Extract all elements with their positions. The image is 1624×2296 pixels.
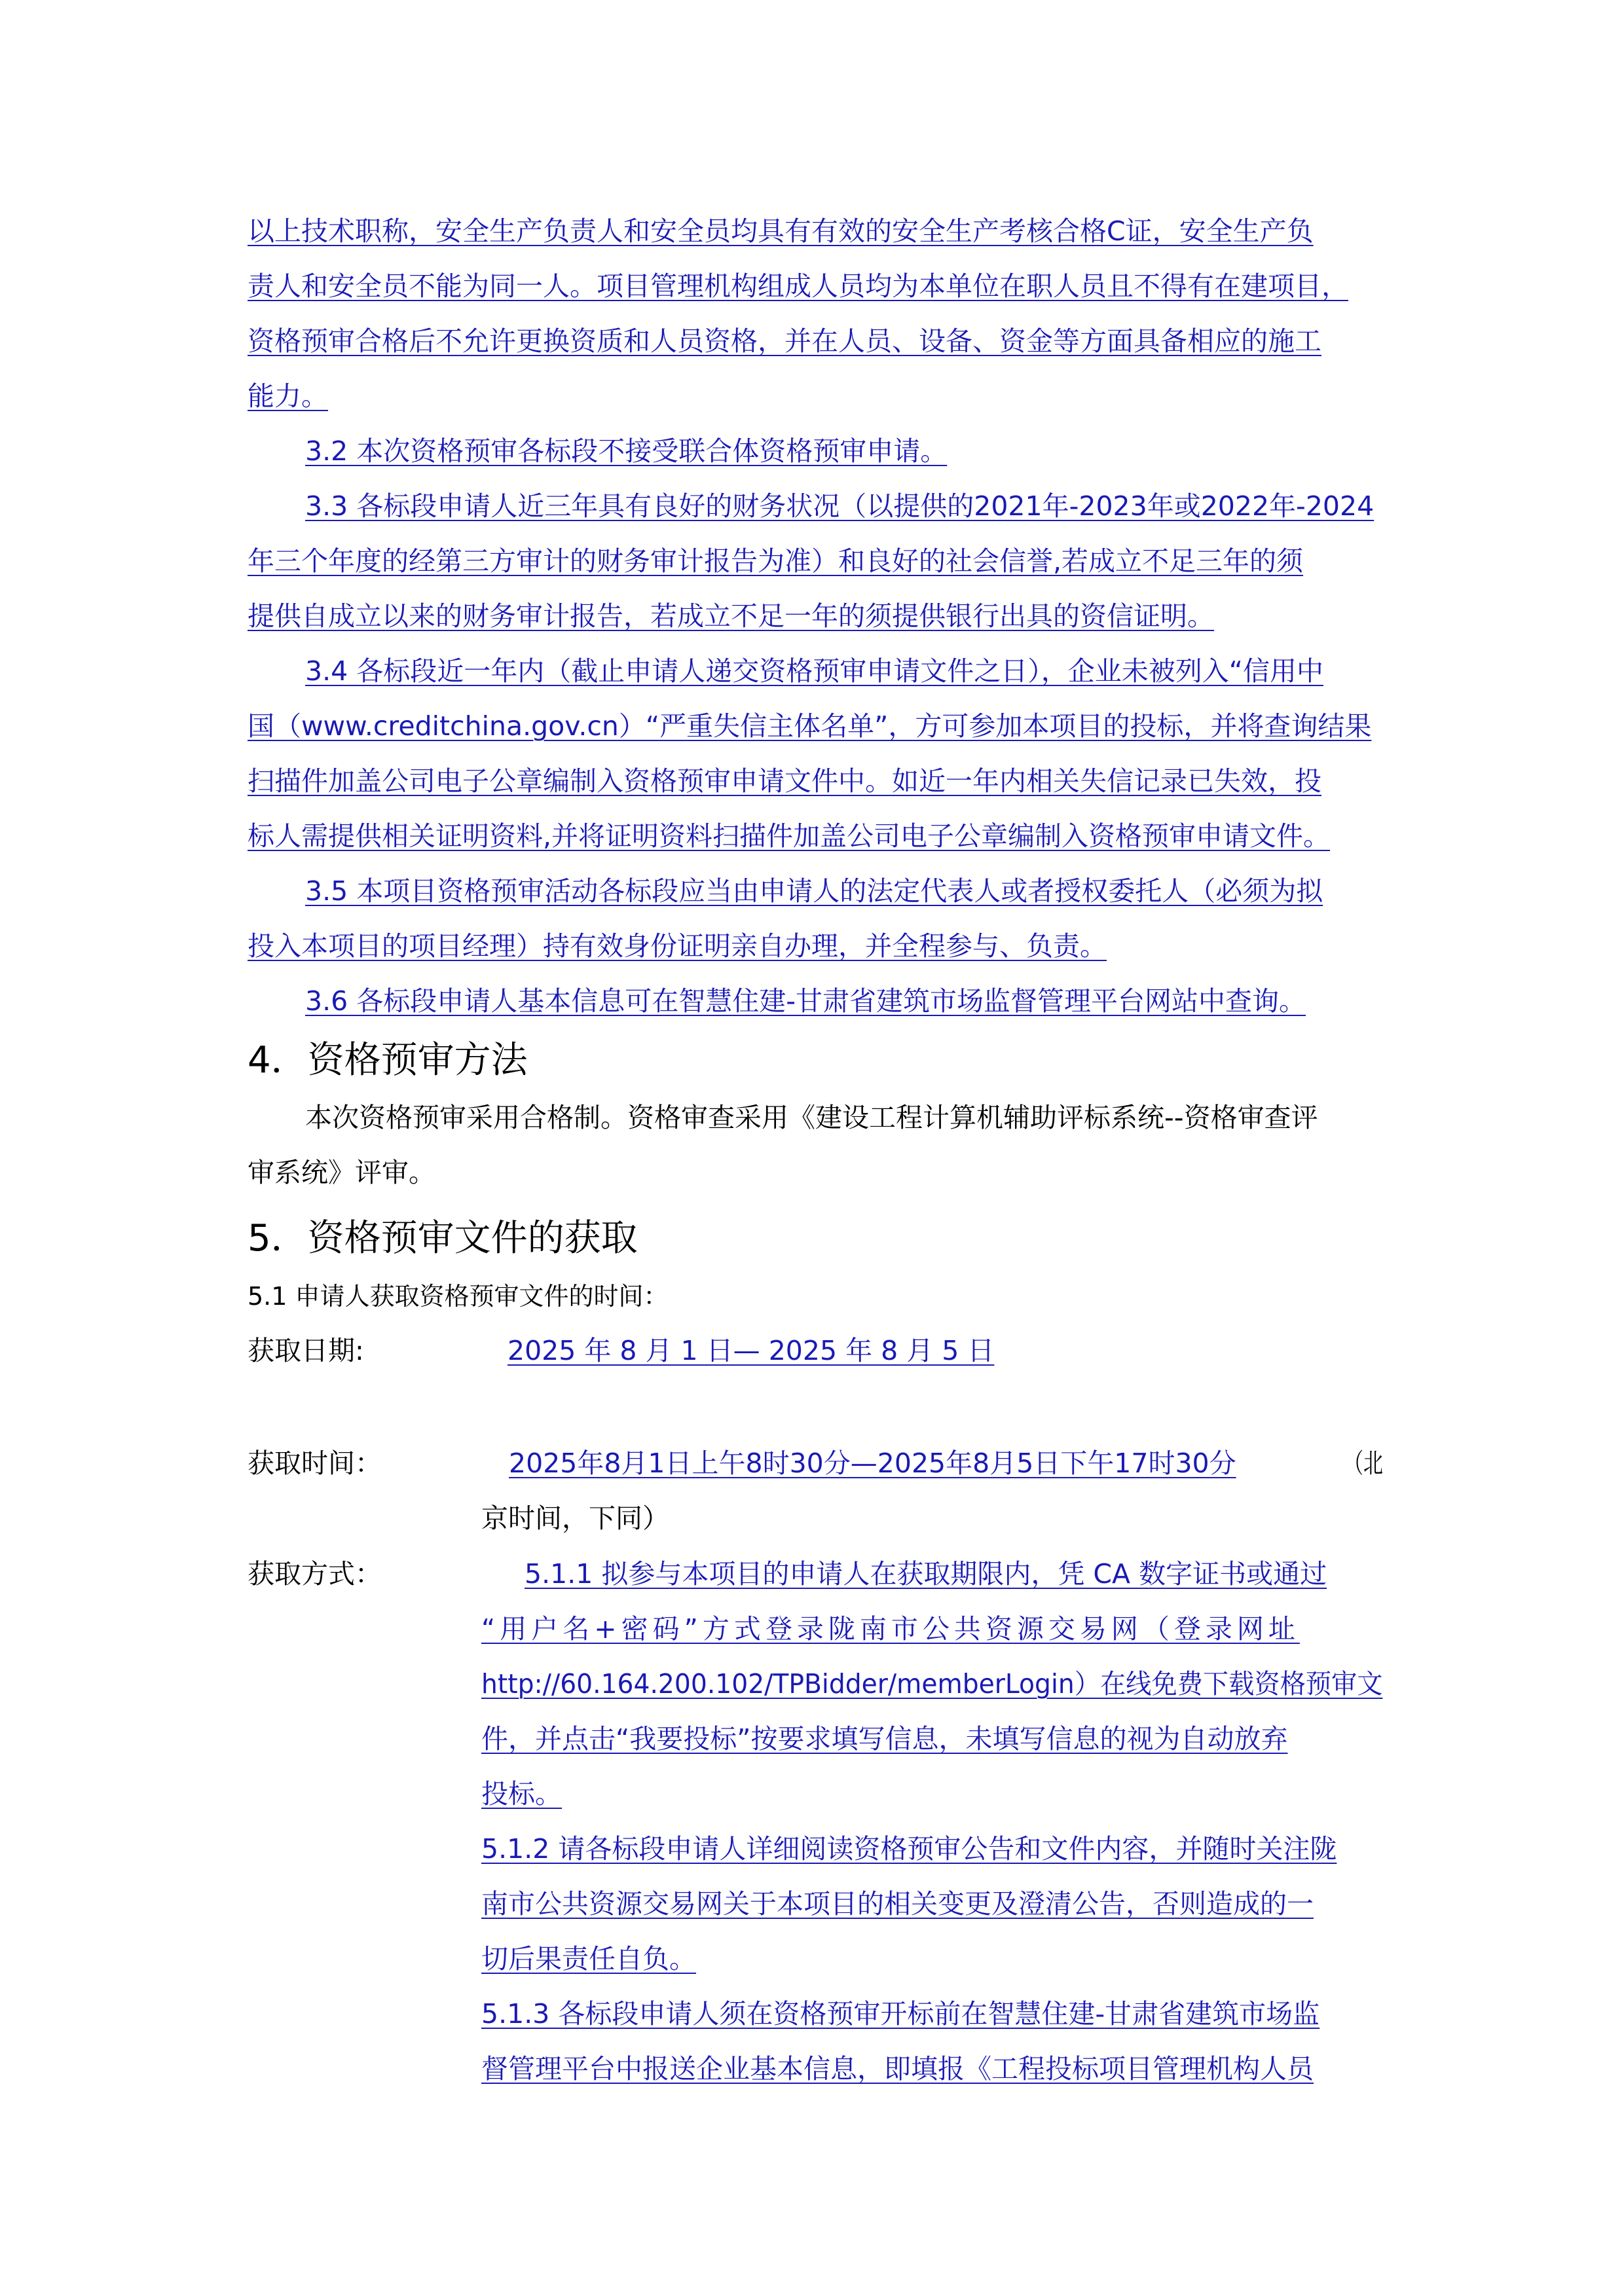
method-5-1-1-line: 投标。	[481, 1778, 562, 1810]
method-5-1-3-line: 督管理平台中报送企业基本信息，即填报《工程投标项目管理机构人员	[481, 2053, 1314, 2085]
para-3-6-line: 3.6 各标段申请人基本信息可在智慧住建-甘肃省建筑市场监督管理平台网站中查询。	[305, 985, 1306, 1017]
section-4-body-line: 审系统》评审。	[248, 1157, 435, 1188]
time-line2: 京时间，下同）	[481, 1503, 669, 1534]
login-url-link[interactable]: http://60.164.200.102/TPBidder/memberLogin）在线免费下载资格预审文	[481, 1668, 1383, 1700]
method-5-1-2-line: 南市公共资源交易网关于本项目的相关变更及澄清公告，否则造成的一	[481, 1888, 1314, 1920]
para-3-4-line: 标人需提供相关证明资料,并将证明资料扫描件加盖公司电子公章编制入资格预审申请文件。	[248, 820, 1331, 852]
section-4-body-line: 本次资格预审采用合格制。资格审查采用《建设工程计算机辅助评标系统--资格审查评	[305, 1102, 1318, 1133]
method-5-1-2-line: 切后果责任自负。	[481, 1943, 696, 1975]
para-3-1-line: 责人和安全员不能为同一人。项目管理机构组成人员均为本单位在职人员且不得有在建项目，	[248, 270, 1348, 302]
date-label: 获取日期:	[248, 1335, 364, 1366]
para-3-5-line: 投入本项目的项目经理）持有效身份证明亲自办理，并全程参与、负责。	[248, 930, 1107, 962]
para-3-3-line: 年三个年度的经第三方审计的财务审计报告为准）和良好的社会信誉,若成立不足三年的须	[248, 545, 1304, 577]
date-value: 2025 年 8 月 1 日— 2025 年 8 月 5 日	[507, 1335, 995, 1366]
time-suffix: （北	[1344, 1448, 1383, 1479]
method-5-1-1-line: 5.1.1 拟参与本项目的申请人在获取期限内，凭 CA 数字证书或通过	[525, 1558, 1327, 1590]
time-value: 2025年8月1日上午8时30分—2025年8月5日下午17时30分	[509, 1448, 1236, 1479]
para-3-3-line: 3.3 各标段申请人近三年具有良好的财务状况（以提供的2021年-2023年或2022年-2024	[305, 490, 1375, 522]
para-3-4-line: 3.4 各标段近一年内（截止申请人递交资格预审申请文件之日），企业未被列入“信用中	[305, 655, 1323, 687]
para-3-3-line: 提供自成立以来的财务审计报告，若成立不足一年的须提供银行出具的资信证明。	[248, 600, 1214, 632]
section-4-heading: 4．资格预审方法	[248, 1039, 528, 1082]
method-label: 获取方式：	[248, 1558, 382, 1590]
section-5-heading: 5．资格预审文件的获取	[248, 1217, 638, 1260]
para-3-5-line: 3.5 本项目资格预审活动各标段应当由申请人的法定代表人或者授权委托人（必须为拟	[305, 875, 1323, 907]
para-3-1-line: 能力。	[248, 380, 328, 412]
time-label: 获取时间：	[248, 1448, 382, 1479]
method-5-1-1-line: 件，并点击“我要投标”按要求填写信息，未填写信息的视为自动放弃	[481, 1723, 1288, 1755]
subsection-5-1: 5.1 申请人获取资格预审文件的时间：	[248, 1282, 669, 1311]
para-3-2-line: 3.2 本次资格预审各标段不接受联合体资格预审申请。	[305, 435, 948, 467]
method-5-1-2-line: 5.1.2 请各标段申请人详细阅读资格预审公告和文件内容，并随时关注陇	[481, 1833, 1337, 1865]
method-5-1-1-line: “用户名+密码”方式登录陇南市公共资源交易网（登录网址	[481, 1613, 1300, 1645]
para-3-4-line: 国（www.creditchina.gov.cn）“严重失信主体名单”，方可参加本项目的投标，并将查询结果	[248, 710, 1372, 742]
para-3-4-line: 扫描件加盖公司电子公章编制入资格预审申请文件中。如近一年内相关失信记录已失效，投	[248, 765, 1321, 797]
method-5-1-3-line: 5.1.3 各标段申请人须在资格预审开标前在智慧住建-甘肃省建筑市场监	[481, 1998, 1320, 2030]
para-3-1-line: 资格预审合格后不允许更换资质和人员资格，并在人员、设备、资金等方面具备相应的施工	[248, 325, 1321, 357]
para-3-1-line: 以上技术职称，安全生产负责人和安全员均具有有效的安全生产考核合格C证，安全生产负	[248, 215, 1314, 247]
